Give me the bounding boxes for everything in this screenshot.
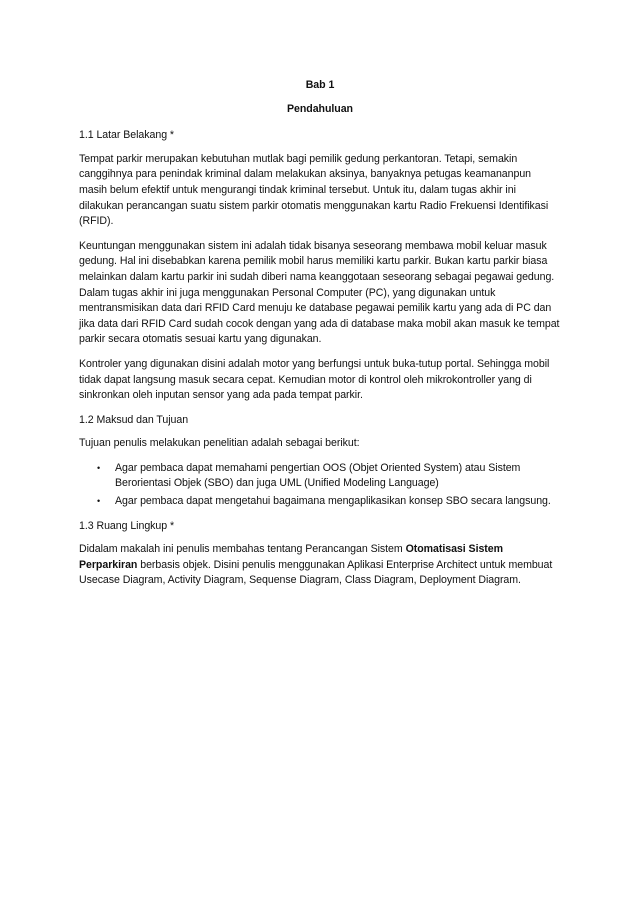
bullet-icon: •	[97, 496, 101, 507]
chapter-title: Pendahuluan	[287, 102, 353, 115]
scope-text-after: berbasis objek. Disini penulis menggunakan Aplikasi Enterprise Architect untuk membuat Usecase Diagram, Activity Diagram, Sequense Diagram, Class Diagram, Deployment Diagram.	[79, 558, 553, 587]
list-item	[79, 494, 561, 510]
section-heading-background: 1.1 Latar Belakang *	[79, 129, 175, 142]
scope-bold-text: Otomatisasi Sistem Perparkiran	[79, 543, 504, 571]
purpose-intro: Tujuan penulis melakukan penelitian adalah sebagai berikut:	[79, 437, 360, 450]
section-heading-purpose: 1.2 Maksud dan Tujuan	[79, 413, 189, 426]
background-paragraph-3: Kontroler yang digunakan disini adalah motor yang berfungsi untuk buka-tutup portal. Sehingga mobil tidak dapat langsung masuk secara cepat. Kemudian motor di kontrol oleh mikrokontroller yang di sinkronkan oleh inputan sensor yang ada pada tempat parkir.	[79, 357, 550, 402]
section-heading-scope: 1.3 Ruang Lingkup *	[79, 519, 175, 532]
background-paragraph-2: Keuntungan menggunakan sistem ini adalah tidak bisanya seseorang membawa mobil keluar masuk gedung. Hal ini disebabkan karena pemilik mobil harus memiliki kartu parkir. Bukan kartu parkir biasa melainkan dalam kartu parkir ini sudah diberi nama keanggotaan seseorang sebagai pegawai gedung. Dalam tugas akhir ini juga menggunakan Personal Computer (PC), yang digunakan untuk mentransmisikan data dari RFID Card menuju ke database pegawai pemilik kartu yang ada di PC dan jika data dari RFID Card sudah cocok dengan yang ada di database maka mobil akan masuk ke tempat parkir secara otomatis sesuai kartu yang digunakan.	[79, 239, 560, 346]
scope-text-before: Didalam makalah ini penulis membahas tentang Perancangan Sistem	[79, 543, 406, 556]
background-paragraph-1: Tempat parkir merupakan kebutuhan mutlak bagi pemilik gedung perkantoran. Tetapi, semakin canggihnya para penindak kriminal dalam melakukan aksinya, banyaknya petugas keamananpun masih belum efektif untuk mengurangi tindak kriminal tersebut. Untuk itu, dalam tugas akhir ini dilakukan perancangan suatu sistem parkir otomatis menggunakan kartu Radio Frekuensi Identifikasi (RFID).	[79, 152, 549, 228]
scope-paragraph	[79, 542, 561, 589]
chapter-number: Bab 1	[305, 79, 335, 91]
purpose-list	[79, 461, 561, 510]
list-item	[79, 461, 561, 492]
document-body	[79, 78, 561, 598]
bullet-icon: •	[97, 462, 101, 473]
list-item-text: Agar pembaca dapat memahami pengertian OOS (Objet Oriented System) atau Sistem Berorientasi Objek (SBO) dan juga UML (Unified Modeling Language)	[115, 461, 521, 490]
list-item-text: Agar pembaca dapat mengetahui bagaimana mengaplikasikan konsep SBO secara langsung.	[115, 495, 551, 508]
